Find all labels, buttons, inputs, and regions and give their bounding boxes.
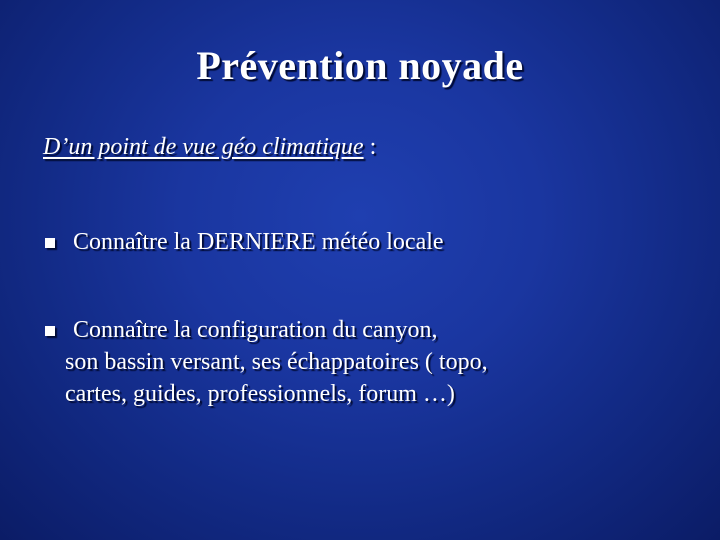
bullet-text: Connaître la configuration du canyon,: [73, 317, 438, 343]
subtitle-colon: :: [363, 134, 377, 160]
subtitle-text: D’un point de vue géo climatique: [43, 134, 364, 160]
square-bullet-icon: [45, 238, 55, 248]
bullet-item: [43, 226, 683, 258]
bullet-continuation-text: son bassin versant, ses échappatoires ( topo,: [65, 349, 488, 375]
bullet-continuation-text: cartes, guides, professionnels, forum …): [65, 381, 455, 407]
square-bullet-icon: [45, 326, 55, 336]
bullet-text: Connaître la DERNIERE météo locale: [73, 229, 444, 255]
subtitle-line: [43, 134, 376, 161]
bullet-item: [43, 314, 683, 410]
slide-title: Prévention noyade: [196, 43, 524, 88]
